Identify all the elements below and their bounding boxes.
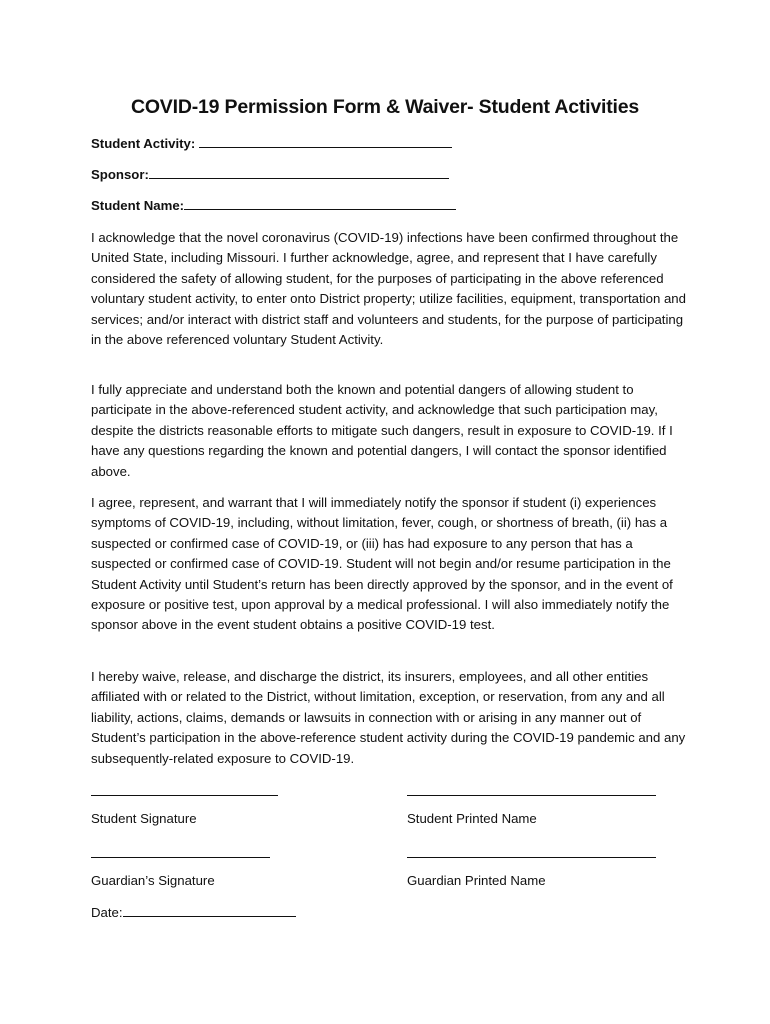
student-name-field <box>91 197 456 213</box>
notification-paragraph <box>91 493 691 636</box>
paragraph-text: I acknowledge that the novel coronavirus (COVID-19) infections have been confirmed throughout the United State, including Missouri. I further acknowledge, agree, and represent that I have carefully considered the safety of allowing student, for the purposes of participating in the above referenced voluntary student activity, to enter onto District property; utilize facilities, equipment, transportation and services; and/or interact with district staff and volunteers and students, for the purpose of participating in the above referenced voluntary Student Activity. <box>91 230 686 348</box>
date-label: Date: <box>91 905 123 920</box>
guardian-printed-name-line[interactable] <box>407 857 656 858</box>
sponsor-field <box>91 166 449 182</box>
paragraph-text: I agree, represent, and warrant that I will immediately notify the sponsor if student (i) experiences symptoms of COVID-19, including, without limitation, fever, cough, or shortness of breath, (ii) has a suspected or confirmed case of COVID-19, or (iii) has had exposure to any person that has a suspected or confirmed case of COVID-19. Student will not begin and/or resume participation in the Student Activity until Student’s return has been directly approved by the sponsor, and in the event of exposure or positive test, upon approval by a medical professional. I will also immediately notify the sponsor above in the event student obtains a positive COVID-19 test. <box>91 495 673 633</box>
dangers-paragraph <box>91 380 691 482</box>
student-name-blank[interactable] <box>184 197 456 210</box>
date-field <box>91 904 296 920</box>
page-title: COVID-19 Permission Form & Waiver- Student Activities <box>130 96 640 118</box>
paragraph-text: I fully appreciate and understand both the known and potential dangers of allowing student to participate in the above-referenced student activity, and acknowledge that such participation may, despite the districts reasonable efforts to mitigate such dangers, result in exposure to COVID-19. If I have any questions regarding the known and potential dangers, I will contact the sponsor identified above. <box>91 382 673 479</box>
student-signature-label: Student Signature <box>91 811 197 826</box>
student-name-label: Student Name: <box>91 198 185 213</box>
student-activity-field <box>91 135 452 151</box>
date-blank[interactable] <box>123 904 296 917</box>
student-activity-blank[interactable] <box>199 135 452 148</box>
guardian-signature-label: Guardian’s Signature <box>91 873 215 888</box>
student-printed-name-label: Student Printed Name <box>407 811 537 826</box>
guardian-printed-name-label: Guardian Printed Name <box>407 873 546 888</box>
student-printed-name-line[interactable] <box>407 795 656 796</box>
guardian-signature-line[interactable] <box>91 857 270 858</box>
release-paragraph <box>91 667 691 769</box>
sponsor-blank[interactable] <box>149 166 449 179</box>
student-signature-line[interactable] <box>91 795 278 796</box>
acknowledgement-paragraph <box>91 228 691 350</box>
paragraph-text: I hereby waive, release, and discharge the district, its insurers, employees, and all other entities affiliated with or related to the District, without limitation, exception, or reservation, from any and all liability, actions, claims, demands or lawsuits in connection with or arising in any manner out of Student’s participation in the above-reference student activity during the COVID-19 pandemic and any subsequently-related exposure to COVID-19. <box>91 669 686 766</box>
student-activity-label: Student Activity: <box>91 136 196 151</box>
sponsor-label: Sponsor: <box>91 167 149 182</box>
